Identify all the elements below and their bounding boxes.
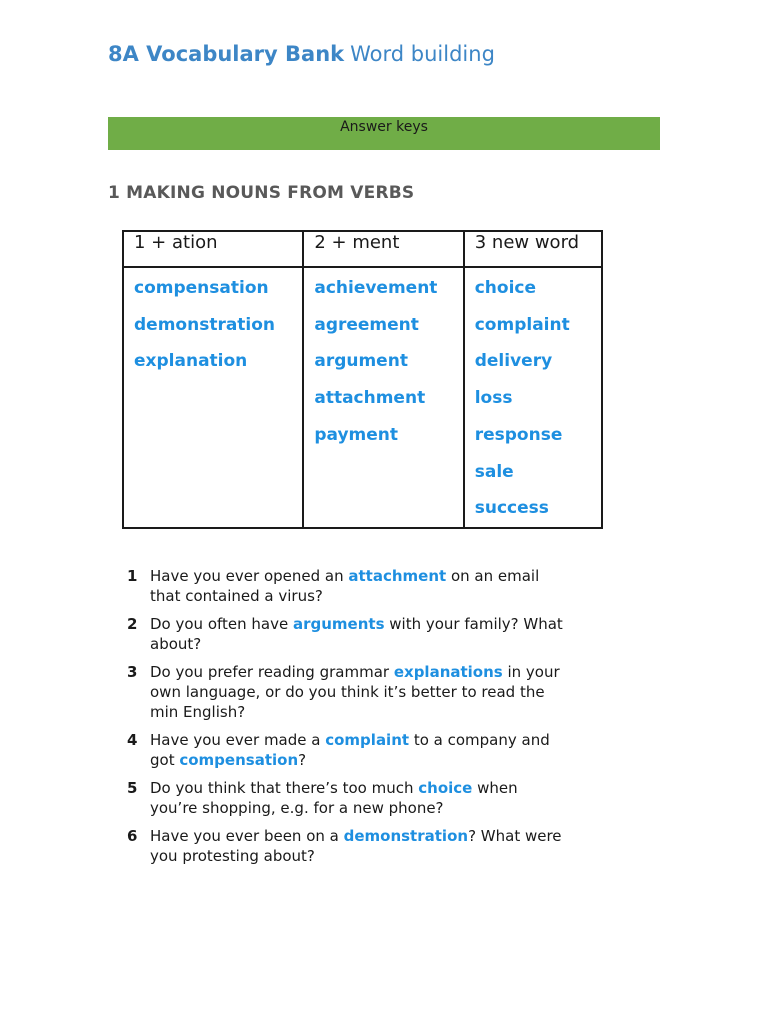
question-text: ? What were you protesting about? bbox=[150, 827, 562, 865]
table-header-row bbox=[123, 231, 602, 267]
column-header-new-word: 3 new word bbox=[464, 231, 602, 267]
question-item bbox=[126, 826, 566, 866]
list-item: response bbox=[474, 424, 563, 445]
question-text: with your family? What about? bbox=[150, 615, 563, 653]
section-title: 1 MAKING NOUNS FROM VERBS bbox=[108, 183, 415, 203]
column-header-ment: 2 + ment bbox=[303, 231, 463, 267]
question-text: in your own language, or do you think it’s better to read the min English? bbox=[150, 663, 560, 721]
question-item bbox=[126, 730, 566, 770]
question-text: when you’re shopping, e.g. for a new phone? bbox=[150, 779, 518, 817]
question-item bbox=[126, 566, 566, 606]
question-text: on an email that contained a virus? bbox=[150, 567, 540, 605]
vocabulary-table bbox=[122, 230, 603, 529]
list-item: complaint bbox=[474, 314, 570, 335]
list-item: loss bbox=[474, 388, 513, 409]
answer-keys-label: Answer keys bbox=[340, 119, 428, 135]
question-text: ? bbox=[298, 751, 307, 769]
answer-word: explanations bbox=[393, 663, 503, 681]
question-text: Do you often have bbox=[150, 615, 293, 633]
ment-words-cell bbox=[303, 267, 463, 528]
list-item: explanation bbox=[134, 351, 248, 372]
answer-word: complaint bbox=[325, 731, 410, 749]
question-text: Have you ever made a bbox=[150, 731, 326, 749]
list-item: agreement bbox=[314, 314, 419, 335]
answer-word: demonstration bbox=[343, 827, 469, 845]
ation-words-cell bbox=[123, 267, 303, 528]
column-header-ation: 1 + ation bbox=[123, 231, 303, 267]
answer-word: choice bbox=[418, 779, 473, 797]
list-item: delivery bbox=[474, 351, 553, 372]
question-text: Have you ever opened an bbox=[150, 567, 349, 585]
page-title bbox=[108, 42, 495, 66]
list-item: demonstration bbox=[134, 314, 276, 335]
question-text: to a company and got bbox=[150, 731, 550, 769]
answer-word: arguments bbox=[292, 615, 385, 633]
question-text: Have you ever been on a bbox=[150, 827, 344, 845]
question-number: 2 bbox=[127, 615, 138, 633]
answer-keys-bar bbox=[108, 117, 660, 150]
list-item: achievement bbox=[314, 278, 438, 298]
question-number: 1 bbox=[127, 567, 138, 585]
list-item: success bbox=[474, 498, 549, 519]
question-item bbox=[126, 614, 566, 654]
list-item: argument bbox=[314, 351, 408, 372]
question-number: 5 bbox=[127, 779, 138, 797]
list-item: compensation bbox=[134, 278, 269, 298]
table-row bbox=[123, 267, 602, 528]
question-text: Do you think that there’s too much bbox=[150, 779, 419, 797]
new-words-cell bbox=[464, 267, 602, 528]
question-number: 4 bbox=[127, 731, 138, 749]
question-item bbox=[126, 662, 566, 722]
question-list bbox=[126, 566, 566, 874]
question-number: 6 bbox=[127, 827, 138, 845]
question-text: Do you prefer reading grammar bbox=[150, 663, 394, 681]
title-bold: 8A Vocabulary Bank bbox=[108, 42, 345, 66]
question-number: 3 bbox=[127, 663, 138, 681]
question-item bbox=[126, 778, 566, 818]
answer-word: compensation bbox=[179, 751, 299, 769]
list-item: attachment bbox=[314, 388, 426, 409]
title-subtitle: Word building bbox=[350, 42, 495, 66]
list-item: choice bbox=[474, 278, 537, 298]
list-item: sale bbox=[474, 461, 514, 482]
answer-word: attachment bbox=[348, 567, 447, 585]
list-item: payment bbox=[314, 424, 399, 445]
